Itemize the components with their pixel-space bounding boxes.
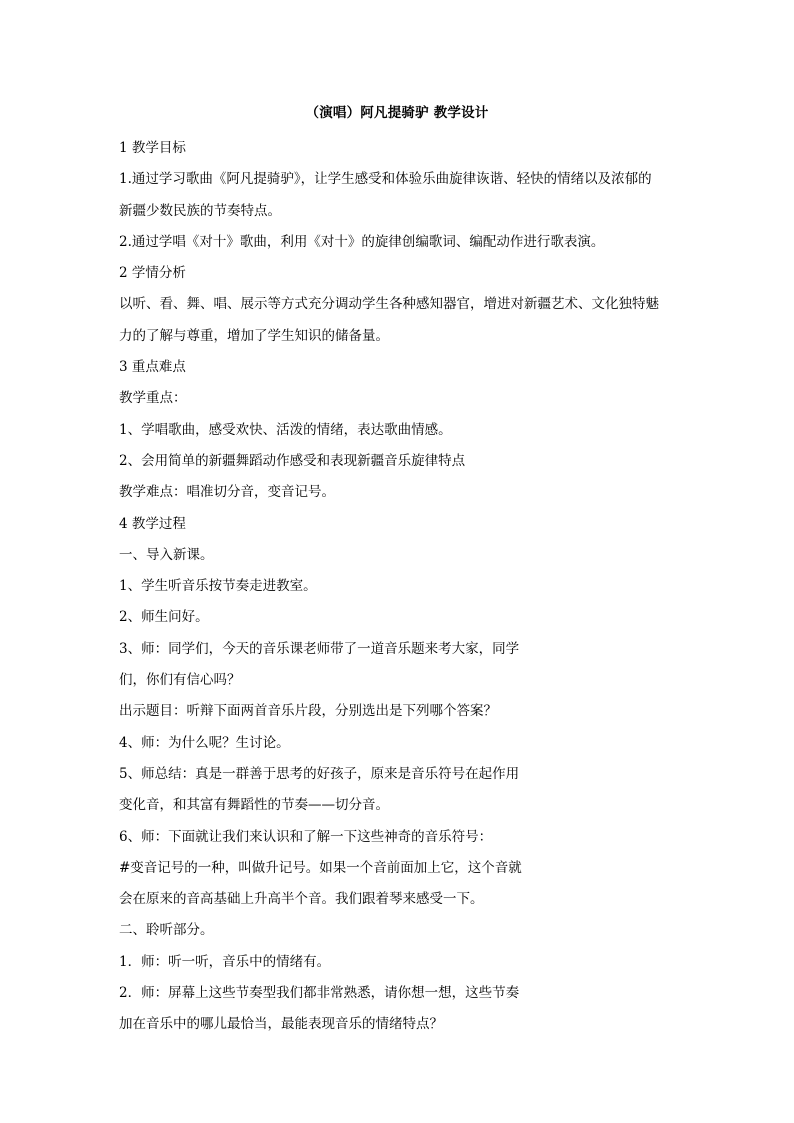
paragraph-line: 会在原来的音高基础上升高半个音。我们跟着琴来感受一下。 xyxy=(119,891,484,908)
paragraph-line: 1、学唱歌曲，感受欢快、活泼的情绪，表达歌曲情感。 xyxy=(119,421,452,438)
paragraph-line: 二、聆听部分。 xyxy=(119,922,214,939)
paragraph-line: 以听、看、舞、唱、展示等方式充分调动学生各种感知器官，增进对新疆艺术、文化独特魅 xyxy=(119,296,659,313)
paragraph-line: 教学难点：唱准切分音，变音记号。 xyxy=(119,484,335,501)
section-heading-analysis: 2 学情分析 xyxy=(119,265,186,282)
paragraph-line: 1．师：听一听，音乐中的情绪有。 xyxy=(119,953,331,970)
paragraph-line: 一、导入新课。 xyxy=(119,546,214,563)
paragraph-line: 1、学生听音乐按节奏走进教室。 xyxy=(119,578,317,595)
section-heading-objectives: 1 教学目标 xyxy=(119,140,186,156)
paragraph-line: 2．师：屏幕上这些节奏型我们都非常熟悉，请你想一想，这些节奏 xyxy=(119,985,520,1002)
paragraph-line: 3、师：同学们，今天的音乐课老师带了一道音乐题来考大家，同学 xyxy=(119,640,520,657)
paragraph-line: 力的了解与尊重，增加了学生知识的储备量。 xyxy=(119,327,389,344)
paragraph-line: 6、师：下面就让我们来认识和了解一下这些神奇的音乐符号： xyxy=(119,828,493,845)
paragraph-line: 加在音乐中的哪儿最恰当，最能表现音乐的情绪特点？ xyxy=(119,1016,443,1033)
paragraph-line: 5、师总结：真是一群善于思考的好孩子，原来是音乐符号在起作用 xyxy=(119,765,520,782)
paragraph-line: 1.通过学习歌曲《阿凡提骑驴》，让学生感受和体验乐曲旋律诙谐、轻快的情绪以及浓郁的 xyxy=(119,171,652,188)
paragraph-line: 新疆少数民族的节奏特点。 xyxy=(119,202,281,219)
section-heading-key-points: 3 重点难点 xyxy=(119,359,186,376)
document-title: （演唱）阿凡提骑驴 教学设计 xyxy=(305,105,489,121)
paragraph-line: 出示题目：听辩下面两首音乐片段，分别选出是下列哪个答案？ xyxy=(119,703,497,720)
section-heading-process: 4 教学过程 xyxy=(119,515,186,532)
paragraph-line: 2.通过学唱《对十》歌曲，利用《对十》的旋律创编歌词、编配动作进行歌表演。 xyxy=(119,233,605,250)
paragraph-line: 2、师生问好。 xyxy=(119,609,209,626)
paragraph-line: 变化音，和其富有舞蹈性的节奏——切分音。 xyxy=(119,797,389,814)
paragraph-line: 们，你们有信心吗？ xyxy=(119,672,241,689)
paragraph-line: #变音记号的一种，叫做升记号。如果一个音前面加上它，这个音就 xyxy=(119,859,522,876)
paragraph-line: 4、师：为什么呢？生讨论。 xyxy=(119,734,290,751)
document-body xyxy=(119,133,679,1041)
paragraph-line: 教学重点： xyxy=(119,390,187,407)
paragraph-line: 2、会用简单的新疆舞蹈动作感受和表现新疆音乐旋律特点 xyxy=(119,452,466,469)
